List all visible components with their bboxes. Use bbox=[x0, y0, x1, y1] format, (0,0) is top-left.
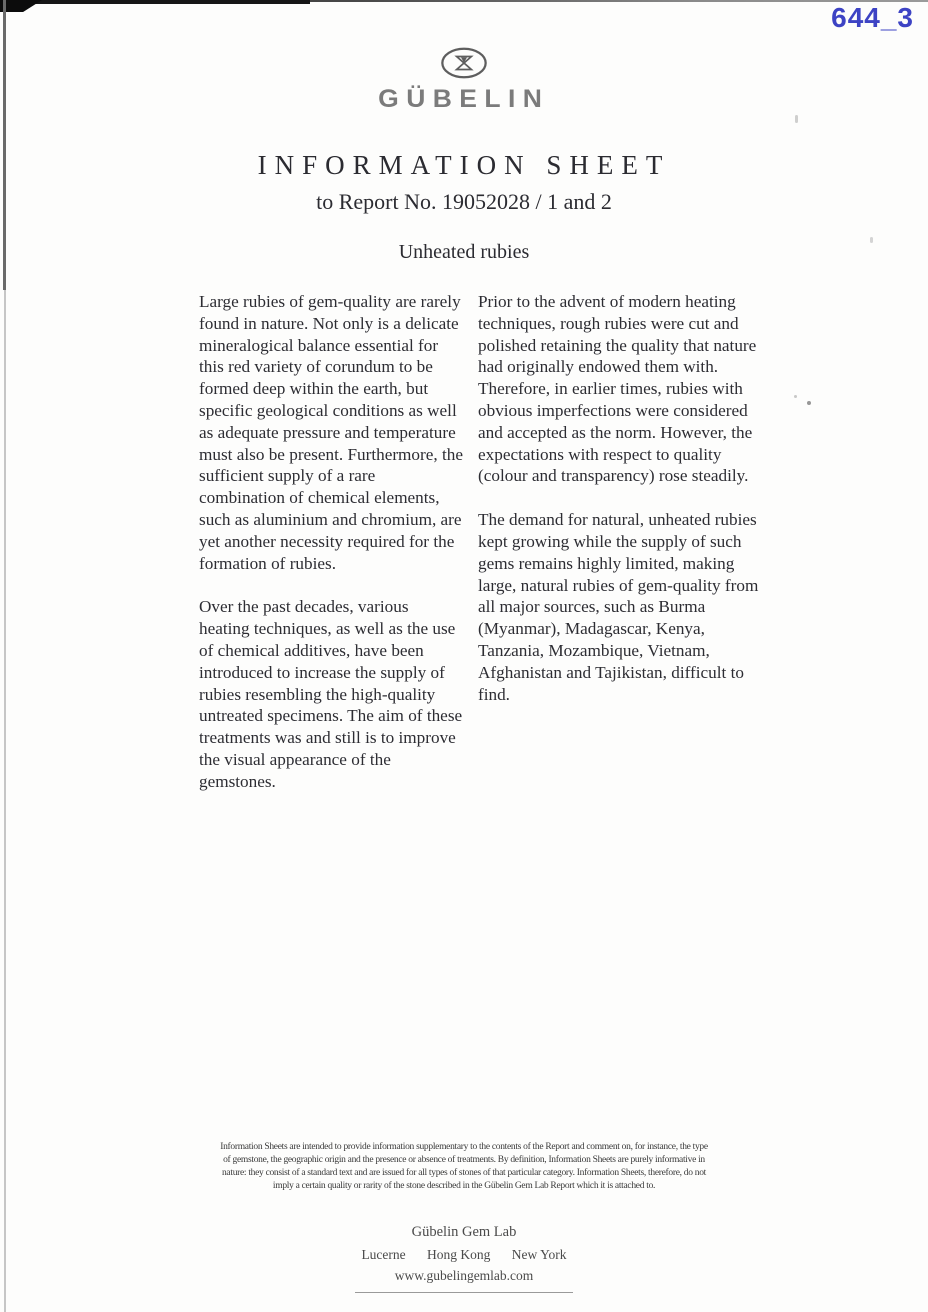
fine-print-disclaimer bbox=[0, 1141, 928, 1193]
page-title: INFORMATION SHEET bbox=[257, 150, 671, 180]
paragraph: Over the past decades, various heating techniques, as well as the use of chemical additives, have been introduced to increase the supply of rubies resembling the high-quality untreated specimens. The aim of these treatments was and still is to improve the visual appearance of the gemstones. bbox=[199, 597, 463, 791]
fine-print-line: imply a certain quality or rarity of the stone described in the Gübelin Gem Lab Report which it is attached to. bbox=[272, 1181, 656, 1191]
section-heading: Unheated rubies bbox=[398, 241, 530, 263]
fine-print-line: of gemstone, the geographic origin and the presence or absence of treatments. By definition, Information Sheets are purely informative in bbox=[223, 1155, 705, 1165]
left-column bbox=[199, 291, 463, 815]
gubelin-emblem-icon bbox=[438, 44, 490, 82]
website-url: www.gubelingemlab.com bbox=[394, 1268, 534, 1283]
scan-speck bbox=[795, 115, 798, 123]
body-columns bbox=[199, 291, 767, 815]
footer-rule bbox=[355, 1292, 573, 1293]
report-reference: to Report No. 19052028 / 1 and 2 bbox=[316, 189, 612, 214]
scan-corner-wedge bbox=[0, 0, 42, 12]
right-column bbox=[478, 291, 767, 815]
location: Lucerne bbox=[361, 1247, 406, 1262]
location: Hong Kong bbox=[427, 1247, 491, 1262]
paragraph: The demand for natural, unheated rubies kept growing while the supply of such gems remains highly limited, making large, natural rubies of gem-quality from all major sources, such as Burma (Myanmar), Madagascar, Kenya, Tanzania, Mozambique, Vietnam, Afghanistan and Tajikistan, difficult to find. bbox=[478, 510, 759, 704]
scan-number-label: 644_3 bbox=[831, 2, 914, 33]
footer bbox=[0, 1224, 928, 1293]
header bbox=[0, 44, 928, 114]
scan-speck bbox=[807, 401, 811, 405]
location: New York bbox=[511, 1247, 567, 1262]
scan-edge-top-dark bbox=[0, 0, 310, 4]
paragraph: Large rubies of gem-quality are rarely found in nature. Not only is a delicate mineralogical balance essential for this red variety of corundum to be formed deep within the earth, but specific geological conditions as well as adequate pressure and temperature must also be present. Furthermore, the sufficient supply of a rare combination of chemical elements, such as aluminium and chromium, are yet another necessity required for the formation of rubies. bbox=[199, 292, 463, 573]
company-name: Gübelin Gem Lab bbox=[411, 1224, 517, 1240]
office-locations bbox=[0, 1247, 928, 1263]
paragraph: Prior to the advent of modern heating techniques, rough rubies were cut and polished retaining the quality that nature had originally endowed them with. Therefore, in earlier times, rubies with obvious imperfections were considered and accepted as the norm. However, the expectations with respect to quality (colour and transparency) rose steadily. bbox=[478, 292, 757, 486]
fine-print-line: Information Sheets are intended to provide information supplementary to the contents of the Report and comment on, for instance, the type bbox=[220, 1142, 708, 1152]
brand-wordmark: GÜBELIN bbox=[378, 85, 550, 113]
fine-print-line: nature: they consist of a standard text and are issued for all types of stones of that particular category. Information Sheets, therefore, do not bbox=[221, 1168, 707, 1178]
scan-speck bbox=[794, 395, 797, 398]
